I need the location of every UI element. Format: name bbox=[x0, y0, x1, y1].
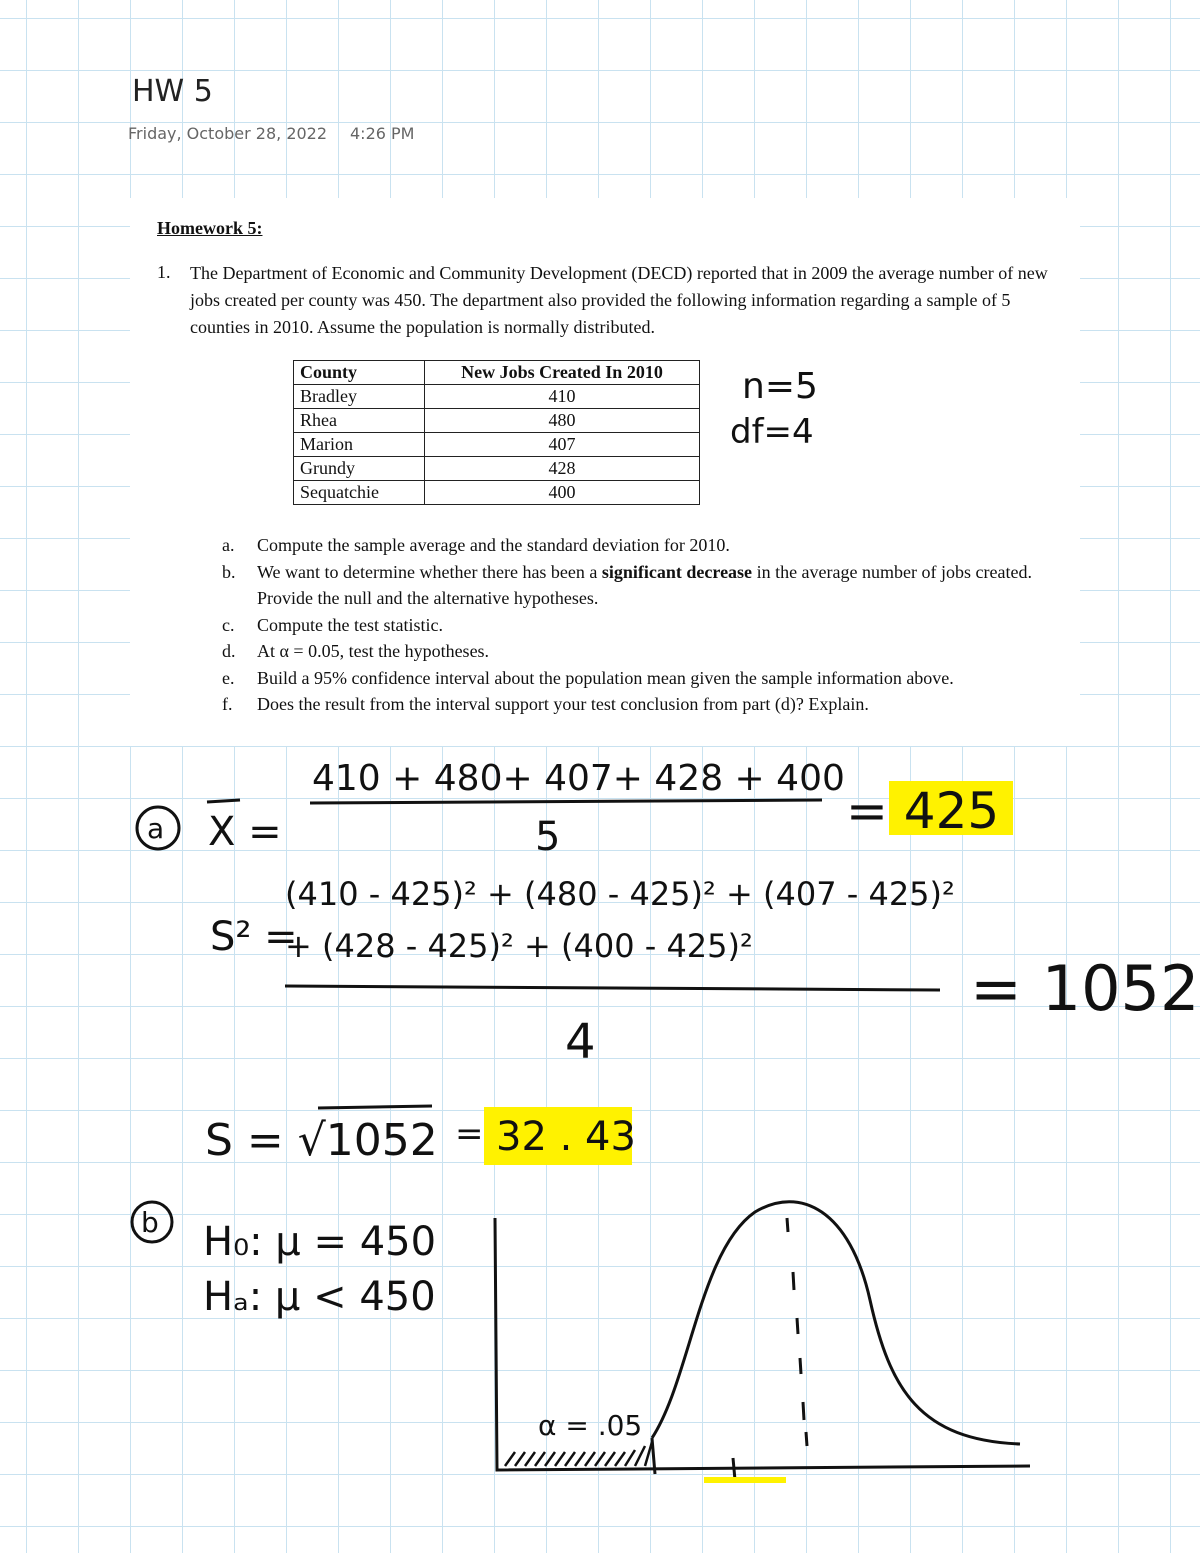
part-text: Compute the sample average and the standard deviation for 2010. bbox=[257, 535, 730, 555]
xbar-fraction-line bbox=[310, 800, 822, 803]
axis-tick bbox=[733, 1458, 735, 1480]
table-cell-county: Sequatchie bbox=[294, 481, 425, 505]
table-header-jobs: New Jobs Created In 2010 bbox=[425, 361, 700, 385]
xbar-bar bbox=[207, 800, 240, 802]
part-label: c. bbox=[222, 614, 235, 635]
part-text: Compute the test statistic. bbox=[257, 614, 443, 635]
note-time: 4:26 PM bbox=[350, 124, 415, 143]
null-hypothesis: H₀: μ = 450 bbox=[203, 1219, 437, 1265]
alternative-hypothesis: Hₐ: μ < 450 bbox=[203, 1274, 436, 1320]
part-label: f. bbox=[222, 694, 233, 714]
degrees-freedom-note: df=4 bbox=[730, 412, 814, 452]
xbar-denominator: 5 bbox=[535, 814, 561, 860]
note-date: Friday, October 28, 2022 bbox=[128, 124, 328, 143]
part-text: Build a 95% confidence interval about the population mean given the sample information above. bbox=[257, 667, 954, 688]
alpha-label: α = .05 bbox=[538, 1409, 643, 1442]
table-header-county: County bbox=[294, 361, 425, 385]
part-text: in the average number of jobs created. Provide the null and the alternative hypotheses. bbox=[257, 561, 1032, 608]
variance-line-2: + (428 - 425)² + (400 - 425)² bbox=[285, 927, 753, 965]
question-number: 1. bbox=[157, 262, 171, 282]
table-cell-jobs: 428 bbox=[425, 457, 700, 481]
variance-fraction-line bbox=[285, 986, 940, 990]
part-text: At α = 0.05, test the hypotheses. bbox=[257, 641, 490, 661]
table-cell-jobs: 480 bbox=[425, 409, 700, 433]
table-cell-county: Bradley bbox=[294, 385, 425, 409]
xbar-numerator: 410 + 480+ 407+ 428 + 400 bbox=[312, 758, 845, 799]
table-cell-jobs: 410 bbox=[425, 385, 700, 409]
homework-heading: Homework 5: bbox=[157, 218, 263, 238]
variance-result: = 1052 bbox=[970, 952, 1200, 1025]
part-label: a. bbox=[222, 535, 235, 555]
variance-label: S² = bbox=[210, 914, 298, 960]
sqrt-bar bbox=[318, 1106, 432, 1108]
stdev-result: 32 . 43 bbox=[496, 1114, 636, 1160]
stdev-equals: = bbox=[455, 1114, 484, 1154]
part-text-bold: significant decrease bbox=[601, 561, 753, 582]
table-cell-county: Marion bbox=[294, 433, 425, 457]
table-cell-county: Grundy bbox=[294, 457, 425, 481]
table-cell-jobs: 407 bbox=[425, 433, 700, 457]
variance-line-1: (410 - 425)² + (480 - 425)² + (407 - 425)² bbox=[285, 875, 955, 913]
table-cell-jobs: 400 bbox=[425, 481, 700, 505]
table-cell-county: Rhea bbox=[294, 409, 425, 433]
distribution-curve bbox=[652, 1202, 1020, 1444]
stdev-label: S = √1052 bbox=[205, 1115, 438, 1166]
note-title: HW 5 bbox=[132, 74, 213, 109]
sample-size-note: n=5 bbox=[742, 366, 818, 407]
part-b-marker: b bbox=[141, 1206, 159, 1239]
part-text: Does the result from the interval support your test conclusion from part (d)? Explain. bbox=[257, 694, 869, 714]
xbar-label: X = bbox=[208, 809, 282, 855]
part-label: e. bbox=[222, 667, 235, 688]
part-label: b. bbox=[222, 561, 236, 582]
mean-dashed-line bbox=[787, 1218, 807, 1446]
part-a-marker: a bbox=[147, 812, 165, 845]
xbar-result: = 425 bbox=[846, 782, 1000, 840]
question-text: The Department of Economic and Community Development (DECD) reported that in 2009 the average number of new jobs created per county was 450. The department also provided the following information regarding a sample of 5 counties in 2010. Assume the population is normally distributed. bbox=[190, 263, 1048, 337]
part-text: We want to determine whether there has been a bbox=[257, 561, 602, 582]
tick-highlight bbox=[704, 1477, 786, 1483]
rejection-region-hatch bbox=[505, 1442, 652, 1466]
part-label: d. bbox=[222, 641, 236, 661]
variance-denominator: 4 bbox=[565, 1014, 596, 1070]
